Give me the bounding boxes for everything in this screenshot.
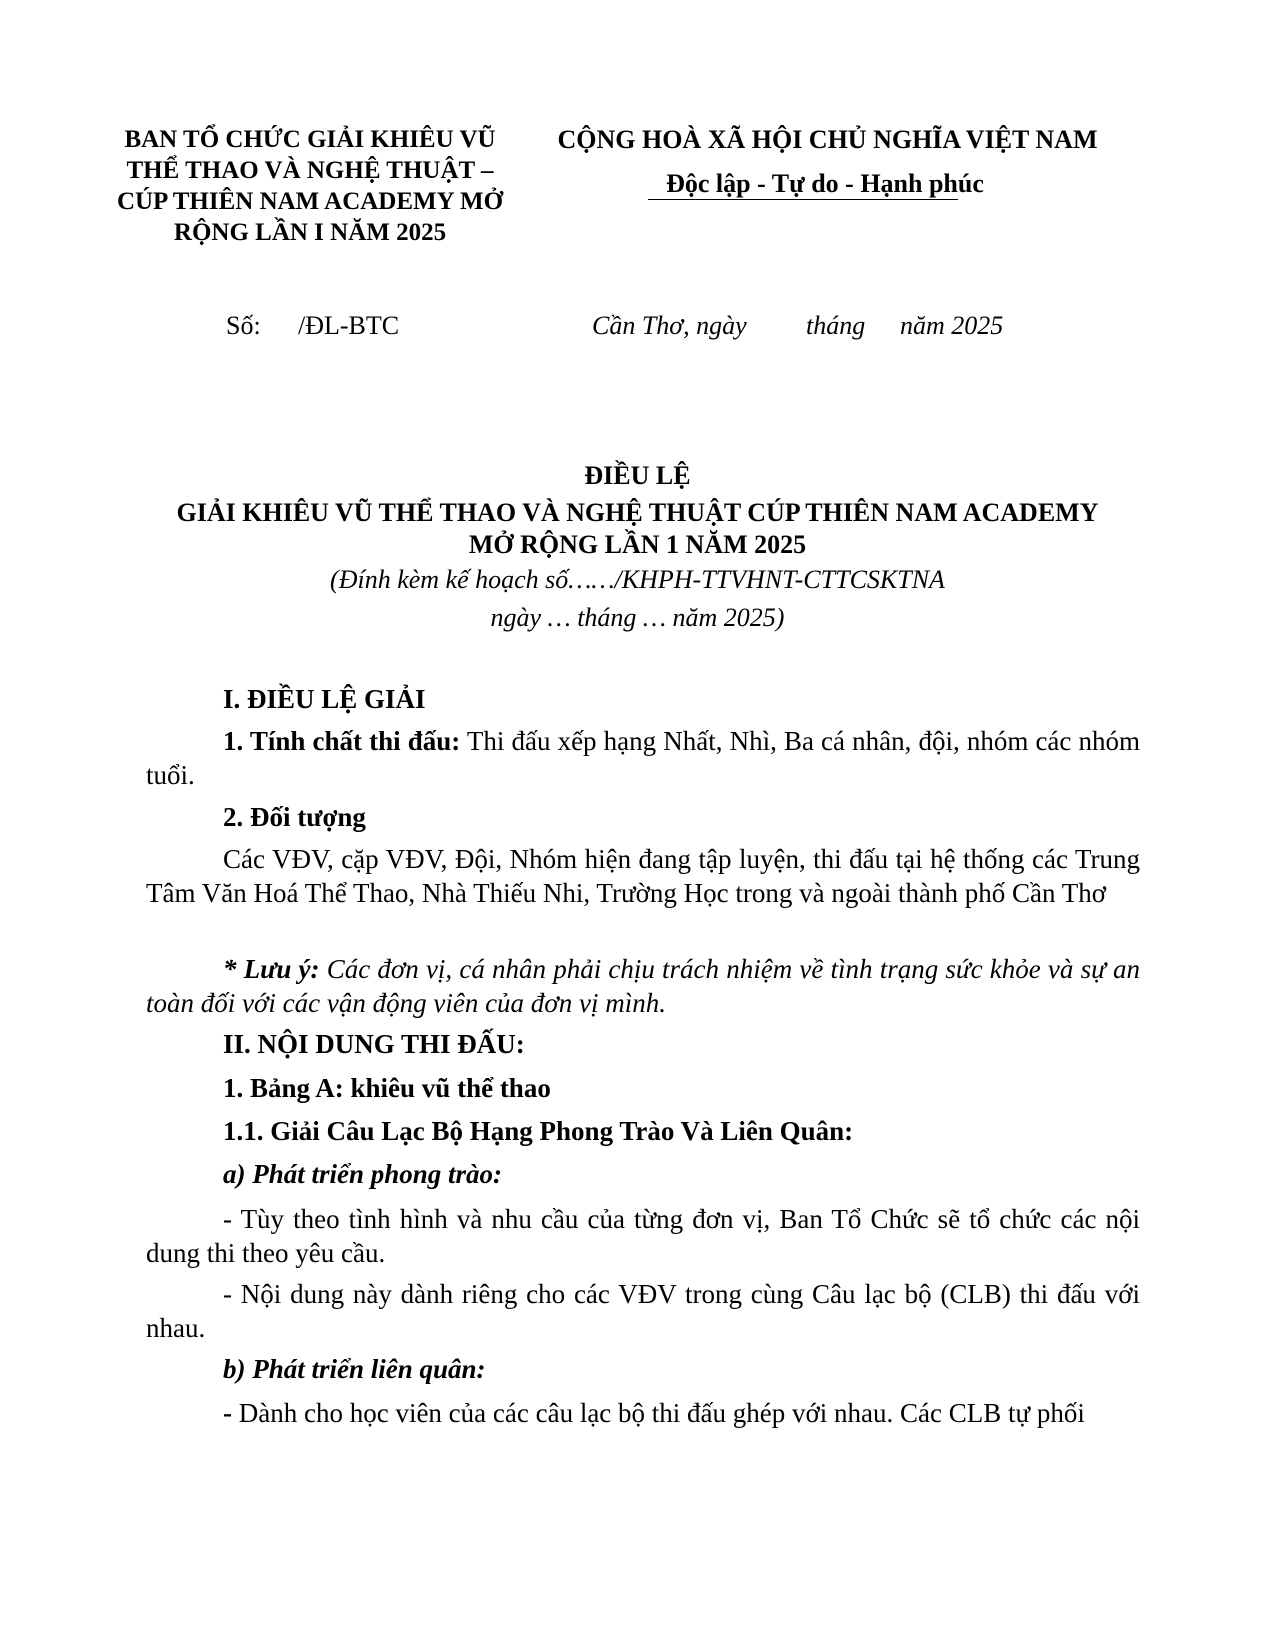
- attachment-note: ngày … tháng … năm 2025): [490, 603, 785, 632]
- doc-subtitle: GIẢI KHIÊU VŨ THỂ THAO VÀ NGHỆ THUẬT CÚP THIÊN NAM ACADEMY: [176, 498, 1099, 527]
- place-date: Cần Thơ, ngày: [592, 311, 747, 340]
- organizer-line: CÚP THIÊN NAM ACADEMY MỞ: [116, 188, 504, 215]
- doc-number-code: /ĐL-BTC: [298, 311, 400, 340]
- organizer-header: [100, 124, 520, 248]
- list-item: - Tùy theo tình hình và nhu cầu của từng đơn vị, Ban Tổ Chức sẽ tổ chức các nội dung thi theo yêu cầu.: [146, 1204, 1140, 1268]
- title-block: [100, 460, 1175, 637]
- list-item: - Nội dung này dành riêng cho các VĐV trong cùng Câu lạc bộ (CLB) thi đấu với nhau.: [146, 1279, 1140, 1343]
- subsection-heading: 2. Đối tượng: [223, 802, 366, 832]
- attachment-note: (Đính kèm kế hoạch số……/KHPH-TTVHNT-CTTCSKTNA: [330, 565, 945, 594]
- item-heading: b) Phát triển liên quân:: [223, 1354, 486, 1384]
- organizer-line: BAN TỔ CHỨC GIẢI KHIÊU VŨ: [124, 126, 496, 153]
- paragraph-participants: Các VĐV, cặp VĐV, Đội, Nhóm hiện đang tập luyện, thi đấu tại hệ thống các Trung Tâm Văn Hoá Thể Thao, Nhà Thiếu Nhi, Trường Học trong và ngoài thành phố Cần Thơ: [146, 844, 1140, 908]
- doc-title: ĐIỀU LỆ: [584, 461, 691, 490]
- list-dash: -: [223, 1398, 232, 1428]
- motto-underline: [648, 199, 958, 200]
- organizer-line: RỘNG LẦN I NĂM 2025: [173, 219, 447, 246]
- paragraph-text: Thi đấu xếp hạng Nhất, Nhì, Ba cá nhân, đội, nhóm các nhóm tuổi.: [146, 726, 1141, 790]
- nation-header: [555, 124, 1100, 155]
- organizer-line: THỂ THAO VÀ NGHỆ THUẬT –: [126, 157, 494, 184]
- paragraph-label: 1. Tính chất thi đấu:: [223, 726, 461, 756]
- section-heading: II. NỘI DUNG THI ĐẤU:: [223, 1029, 525, 1059]
- subsection-heading: 1. Bảng A: khiêu vũ thể thao: [223, 1073, 551, 1103]
- doc-subtitle: MỞ RỘNG LẦN 1 NĂM 2025: [468, 530, 807, 559]
- item-heading: a) Phát triển phong trào:: [223, 1159, 503, 1189]
- subsection-heading: 1.1. Giải Câu Lạc Bộ Hạng Phong Trào Và Liên Quân:: [223, 1116, 854, 1146]
- date-year: năm 2025: [900, 311, 1004, 340]
- paragraph-nature: [146, 724, 1140, 792]
- doc-number-label: Số:: [226, 311, 261, 340]
- list-item-text: Dành cho học viên của các câu lạc bộ thi đấu ghép với nhau. Các CLB tự phối: [232, 1398, 1085, 1428]
- date-month: tháng: [806, 311, 866, 340]
- paragraph-note: [146, 952, 1140, 1020]
- motto-wrap: [620, 168, 1030, 199]
- list-item: [146, 1396, 1140, 1430]
- section-heading: I. ĐIỀU LỆ GIẢI: [223, 684, 426, 714]
- note-label: * Lưu ý:: [223, 954, 320, 984]
- note-text: Các đơn vị, cá nhân phải chịu trách nhiệm về tình trạng sức khỏe và sự an toàn đối với các vận động viên của đơn vị mình.: [146, 954, 1140, 1018]
- nation-name: CỘNG HOÀ XÃ HỘI CHỦ NGHĨA VIỆT NAM: [557, 125, 1098, 154]
- motto: Độc lập - Tự do - Hạnh phúc: [666, 169, 984, 198]
